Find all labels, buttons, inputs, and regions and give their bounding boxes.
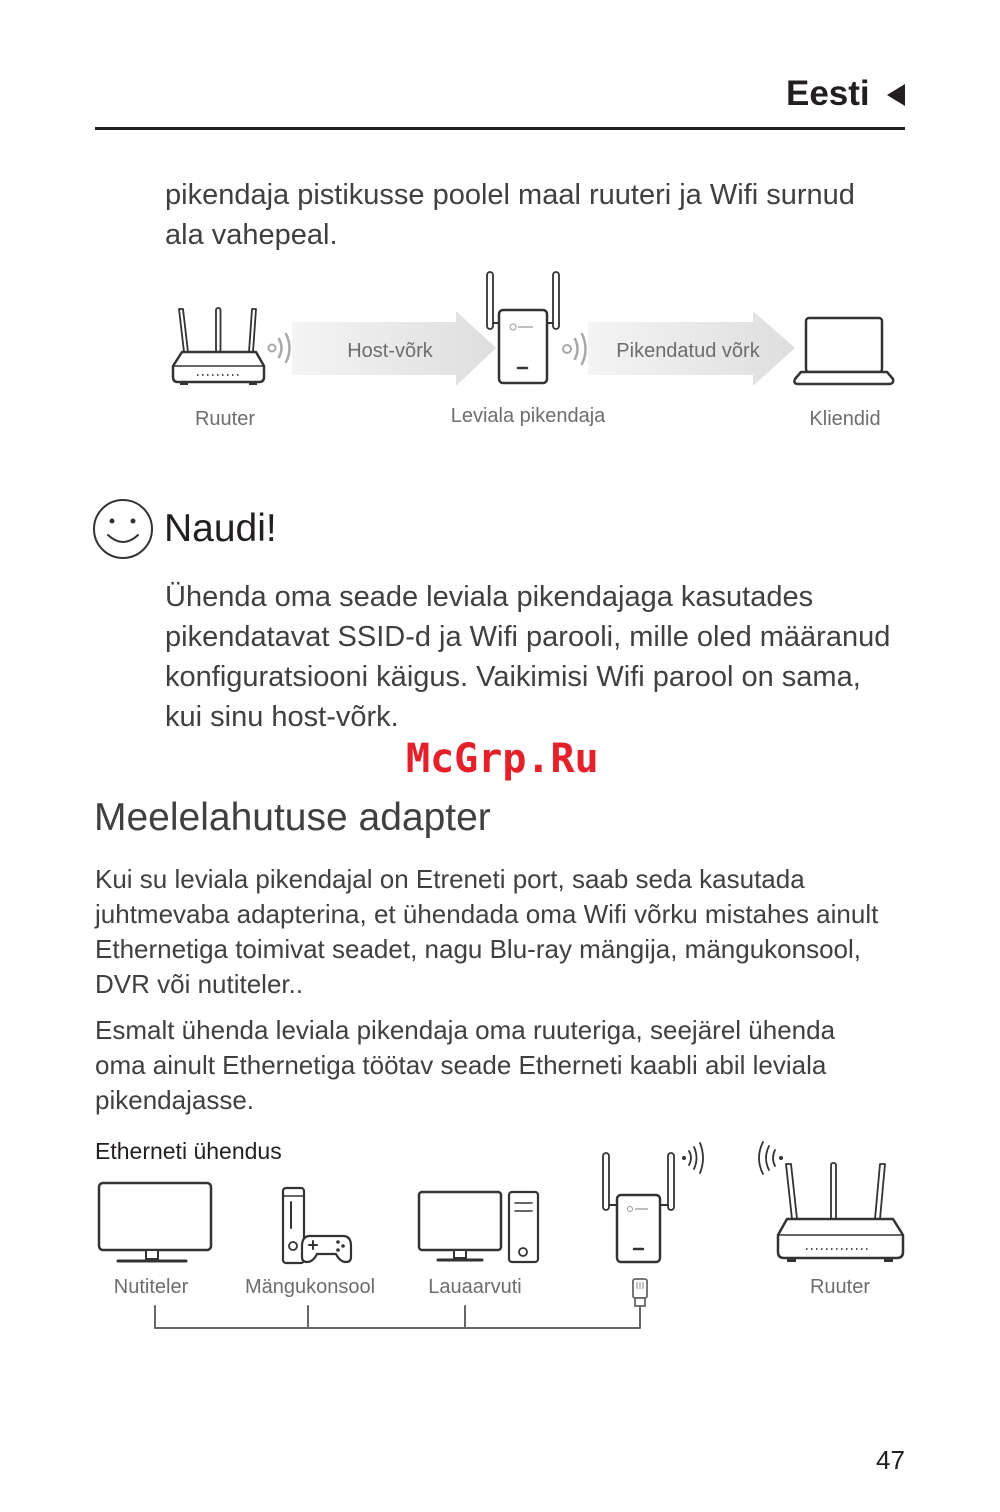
signal-arc bbox=[759, 1142, 763, 1174]
extended-network-label: Pikendatud võrk bbox=[616, 340, 760, 362]
smiley-face bbox=[94, 500, 152, 558]
game-console-label: Mängukonsool bbox=[244, 1276, 376, 1298]
smiley-eye bbox=[110, 519, 115, 524]
router-foot bbox=[787, 1258, 796, 1262]
ethernet-cable-lines bbox=[155, 1306, 640, 1328]
laptop-screen bbox=[806, 318, 882, 372]
text-line: Ethernetiga toimivat seadet, nagu Blu-ray mängija, mängukonsool, bbox=[95, 934, 861, 964]
gamepad-button bbox=[341, 1244, 345, 1248]
smart-tv-icon bbox=[99, 1183, 211, 1261]
ethernet-diagram-caption: Etherneti ühendus bbox=[95, 1138, 282, 1164]
page-number: 47 bbox=[876, 1445, 905, 1475]
wifi-signal-icon bbox=[269, 334, 290, 362]
text-line: Esmalt ühenda leviala pikendaja oma ruuteriga, seejärel ühenda bbox=[95, 1015, 836, 1045]
text-line: pikendaja pistikusse poolel maal ruuteri ja Wifi surnud bbox=[165, 179, 855, 211]
text-line: pikendajasse. bbox=[95, 1085, 254, 1115]
adapter-description bbox=[95, 862, 878, 1002]
host-network-label: Host-võrk bbox=[347, 340, 433, 362]
signal-arc bbox=[700, 1143, 703, 1173]
router-antenna bbox=[249, 309, 256, 352]
extender-label: Leviala pikendaja bbox=[450, 405, 606, 427]
router-antenna bbox=[179, 309, 188, 352]
gamepad-button bbox=[336, 1240, 340, 1244]
text-line: Ühenda oma seade leviala pikendajaga kasutades bbox=[165, 581, 814, 613]
tv-neck bbox=[146, 1250, 158, 1259]
text-line: konfiguratsiooni käigus. Vaikimisi Wifi parool on sama, bbox=[165, 661, 861, 693]
console-tower bbox=[283, 1188, 304, 1263]
range-extender-icon bbox=[603, 1153, 674, 1262]
text-line: Kui su leviala pikendajal on Etreneti port, saab seda kasutada bbox=[95, 864, 805, 894]
wifi-signal-icon bbox=[759, 1142, 783, 1174]
extender-antenna bbox=[603, 1153, 609, 1210]
language-header: Eesti bbox=[786, 74, 870, 113]
signal-dot bbox=[269, 345, 276, 352]
host-network-arrow bbox=[292, 311, 496, 386]
signal-arc bbox=[575, 339, 578, 359]
router-label: Ruuter bbox=[809, 1276, 871, 1298]
signal-arc bbox=[279, 339, 282, 357]
router-icon bbox=[173, 308, 264, 385]
signal-dot bbox=[779, 1156, 783, 1160]
router-body bbox=[173, 352, 264, 382]
text-line: juhtmevaba adapterina, et ühendada oma Wifi võrku mistahes ainult bbox=[95, 899, 879, 929]
triangle-shape bbox=[887, 84, 905, 106]
extender-antenna bbox=[553, 272, 559, 329]
gamepad-icon bbox=[302, 1236, 351, 1262]
router-icon bbox=[778, 1163, 903, 1262]
wifi-signal-icon bbox=[682, 1143, 703, 1173]
router-body bbox=[778, 1219, 903, 1258]
signal-dot bbox=[563, 345, 571, 353]
ethernet-plug-icon bbox=[633, 1279, 647, 1306]
section-heading: Meelelahutuse adapter bbox=[94, 796, 491, 839]
desktop-label: Lauaarvuti bbox=[428, 1276, 522, 1298]
console-power-button bbox=[289, 1242, 297, 1250]
pc-power-button bbox=[519, 1248, 527, 1256]
router-foot bbox=[180, 382, 188, 385]
plug-boot bbox=[635, 1298, 645, 1306]
router-antenna bbox=[831, 1163, 836, 1219]
header-divider bbox=[95, 127, 905, 130]
router-label: Ruuter bbox=[194, 408, 256, 430]
smiley-mouth bbox=[108, 535, 138, 542]
router-antenna bbox=[216, 308, 221, 352]
desktop-computer-icon bbox=[419, 1192, 538, 1262]
wifi-signal-icon bbox=[563, 334, 586, 364]
router-antenna bbox=[786, 1164, 797, 1219]
text-line: pikendatavat SSID-d ja Wifi parooli, mille oled määranud bbox=[165, 621, 891, 653]
extender-body bbox=[617, 1195, 660, 1262]
signal-arc bbox=[766, 1146, 769, 1170]
clients-label: Kliendid bbox=[809, 408, 881, 430]
adapter-instructions bbox=[95, 1013, 835, 1118]
ethernet-connection-diagram bbox=[0, 1135, 1000, 1340]
extender-antenna bbox=[487, 272, 493, 329]
signal-arc bbox=[689, 1151, 691, 1165]
extender-body bbox=[499, 310, 547, 383]
enjoy-title: Naudi! bbox=[164, 507, 277, 550]
monitor-neck bbox=[454, 1250, 466, 1258]
signal-arc bbox=[773, 1150, 775, 1166]
smiley-eye bbox=[131, 519, 136, 524]
left-triangle-icon bbox=[885, 83, 907, 107]
game-console-icon bbox=[283, 1188, 351, 1263]
router-foot bbox=[249, 382, 257, 385]
tv-screen bbox=[99, 1183, 211, 1250]
text-line: ala vahepeal. bbox=[165, 219, 338, 251]
laptop-base bbox=[794, 372, 893, 384]
laptop-icon bbox=[794, 318, 893, 384]
text-line: oma ainult Ethernetiga töötav seade Etherneti kaabli abil leviala bbox=[95, 1050, 827, 1080]
extender-antenna bbox=[668, 1153, 674, 1210]
signal-arc bbox=[286, 334, 290, 362]
range-extender-icon bbox=[487, 272, 559, 383]
enjoy-paragraph bbox=[165, 577, 890, 737]
range-extender-diagram bbox=[0, 262, 1000, 442]
extended-network-arrow bbox=[588, 311, 795, 386]
router-foot bbox=[884, 1258, 893, 1262]
intro-paragraph bbox=[165, 175, 855, 255]
signal-arc bbox=[582, 334, 586, 364]
text-line: kui sinu host-võrk. bbox=[165, 701, 399, 733]
text-line: DVR või nutiteler.. bbox=[95, 969, 304, 999]
smart-tv-label: Nutiteler bbox=[113, 1276, 189, 1298]
smiley-icon bbox=[91, 497, 155, 561]
router-antenna bbox=[875, 1164, 885, 1219]
signal-dot bbox=[682, 1156, 686, 1160]
gamepad-button bbox=[336, 1248, 340, 1252]
signal-arc bbox=[694, 1147, 697, 1169]
monitor-screen bbox=[419, 1192, 501, 1250]
site-watermark: McGrp.Ru bbox=[406, 736, 599, 782]
